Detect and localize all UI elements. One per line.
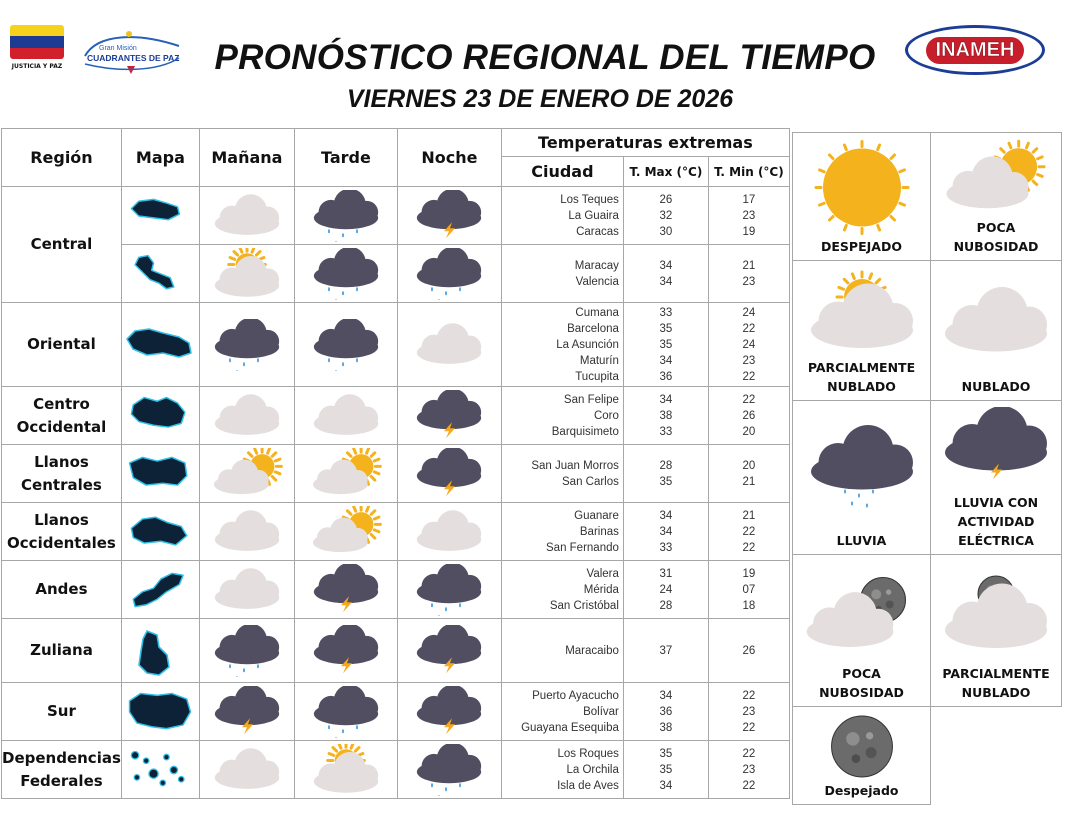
- legend-label-line: ACTIVIDAD: [957, 514, 1035, 529]
- nublado-icon: [207, 506, 287, 558]
- legend-label: [931, 218, 1061, 256]
- legend-label-line: LLUVIA: [836, 533, 887, 548]
- tmax-value: 34: [659, 259, 673, 272]
- tormenta-icon: [409, 390, 489, 442]
- city-name: Guayana Esequiba: [521, 721, 619, 734]
- tormenta-icon: [207, 686, 287, 738]
- lluvia-icon: [306, 686, 386, 738]
- legend-label-line: NUBOSIDAD: [819, 685, 904, 700]
- nublado-icon: [207, 744, 287, 796]
- tmin-cell: [708, 445, 789, 503]
- map-andes-icon: [123, 566, 197, 614]
- city-name: Maracaibo: [565, 644, 619, 657]
- lluvia-icon: [409, 564, 489, 616]
- page-subtitle: VIERNES 23 DE ENERO DE 2026: [346, 85, 734, 113]
- nublado-icon: [306, 390, 386, 442]
- tmax-value: 35: [659, 763, 673, 776]
- city-name: San Juan Morros: [531, 459, 619, 472]
- region-name-line: Centrales: [21, 475, 102, 494]
- city-name: Los Roques: [557, 747, 619, 760]
- tmin-value: 22: [742, 525, 756, 538]
- map-cell: [121, 683, 199, 741]
- tmin-cell: [708, 387, 789, 445]
- poca-icon: [207, 448, 287, 500]
- morning-cell: [199, 619, 294, 683]
- poca-noche-icon: [802, 561, 922, 663]
- legend-item: [793, 555, 931, 707]
- map-sur-icon: [123, 688, 197, 736]
- city-cell: [501, 303, 623, 387]
- tmax-value: 33: [659, 541, 673, 554]
- city-name: Bolívar: [583, 705, 619, 718]
- header-region: Región: [2, 129, 122, 187]
- city-name: Caracas: [576, 225, 619, 238]
- city-name: Coro: [593, 409, 619, 422]
- header-afternoon: Tarde: [294, 129, 397, 187]
- cuadrantes-de-paz-logo: [77, 28, 187, 76]
- logo-mid-top: Gran Misión: [99, 45, 137, 52]
- tmin-value: 23: [742, 763, 756, 776]
- city-cell: [501, 561, 623, 619]
- tmax-value: 35: [659, 338, 673, 351]
- lluvia-icon: [306, 190, 386, 242]
- tmin-value: 22: [742, 393, 756, 406]
- afternoon-cell: [294, 187, 397, 245]
- night-cell: [397, 683, 501, 741]
- city-cell: [501, 683, 623, 741]
- legend-label-line: NUBLADO: [961, 685, 1031, 700]
- city-name: Puerto Ayacucho: [532, 689, 619, 702]
- poca-icon: [306, 448, 386, 500]
- city-name: Guanare: [574, 509, 619, 522]
- map-centro-occ-icon: [123, 392, 197, 440]
- tmin-value: 07: [742, 583, 756, 596]
- legend-label: [931, 493, 1061, 550]
- tmin-cell: [708, 741, 789, 799]
- region-name-line: Dependencias: [2, 748, 121, 767]
- morning-cell: [199, 683, 294, 741]
- region-name-line: Oriental: [27, 335, 96, 353]
- tmin-cell: [708, 303, 789, 387]
- region-name-line: Occidental: [16, 417, 107, 436]
- afternoon-cell: [294, 561, 397, 619]
- tmin-value: 21: [742, 475, 756, 488]
- city-cell: [501, 445, 623, 503]
- nublado-icon: [409, 319, 489, 371]
- legend-label: [793, 781, 930, 800]
- justicia-y-paz-caption: JUSTICIA Y PAZ: [11, 63, 63, 70]
- city-cell: [501, 187, 623, 245]
- tmax-cell: [623, 187, 708, 245]
- city-name: Barinas: [579, 525, 619, 538]
- legend-label-line: POCA: [976, 220, 1016, 235]
- legend-label: [931, 664, 1061, 702]
- table-row: [2, 303, 790, 387]
- map-central-b-icon: [123, 250, 197, 298]
- morning-cell: [199, 187, 294, 245]
- tmax-value: 38: [659, 721, 673, 734]
- map-central-a-icon: [123, 192, 197, 240]
- city-cell: [501, 741, 623, 799]
- legend-label: [793, 358, 930, 396]
- tmax-cell: [623, 245, 708, 303]
- nublado-icon: [207, 564, 287, 616]
- legend-label-line: NUBOSIDAD: [953, 239, 1039, 254]
- map-cell: [121, 503, 199, 561]
- tmin-cell: [708, 619, 789, 683]
- tmin-value: 26: [742, 409, 756, 422]
- tmax-value: 30: [659, 225, 673, 238]
- afternoon-cell: [294, 245, 397, 303]
- nublado-icon: [207, 190, 287, 242]
- afternoon-cell: [294, 619, 397, 683]
- tmax-cell: [623, 741, 708, 799]
- tmin-value: 21: [742, 259, 756, 272]
- tormenta-icon: [306, 564, 386, 616]
- tmax-value: 35: [659, 322, 673, 335]
- afternoon-cell: [294, 303, 397, 387]
- tmin-value: 22: [742, 721, 756, 734]
- legend-table: [792, 132, 1062, 805]
- city-name: La Asunción: [556, 338, 619, 351]
- city-name: Barquisimeto: [551, 425, 619, 438]
- region-name: [2, 303, 122, 387]
- tmin-value: 22: [742, 779, 756, 792]
- tmax-cell: [623, 303, 708, 387]
- tmin-value: 19: [742, 567, 756, 580]
- tmax-value: 36: [659, 370, 673, 383]
- night-cell: [397, 741, 501, 799]
- city-cell: [501, 387, 623, 445]
- header-tmax: T. Max (°C): [623, 157, 708, 187]
- legend-empty: [931, 707, 1062, 805]
- legend-item: [793, 133, 931, 261]
- legend-label-line: PARCIALMENTE: [942, 666, 1050, 681]
- map-cell: [121, 245, 199, 303]
- lluvia-icon: [409, 744, 489, 796]
- tormenta-icon: [409, 686, 489, 738]
- despejado-icon: [802, 139, 922, 236]
- legend-item: [793, 707, 931, 805]
- tmin-value: 18: [742, 599, 756, 612]
- night-cell: [397, 303, 501, 387]
- city-name: Barcelona: [567, 322, 619, 335]
- city-name: San Carlos: [562, 475, 619, 488]
- venezuela-flag-icon: [10, 25, 64, 59]
- forecast-table: [1, 128, 790, 799]
- tmin-value: 23: [742, 209, 756, 222]
- region-name-line: Sur: [47, 702, 76, 720]
- tmax-value: 34: [659, 275, 673, 288]
- tmax-cell: [623, 619, 708, 683]
- tmax-value: 36: [659, 705, 673, 718]
- lluvia-icon: [207, 319, 287, 371]
- tormenta-icon: [409, 625, 489, 677]
- city-cell: [501, 503, 623, 561]
- legend-item: [931, 133, 1062, 261]
- tmin-cell: [708, 187, 789, 245]
- map-cell: [121, 445, 199, 503]
- region-name: [2, 445, 122, 503]
- tmin-value: 20: [742, 459, 756, 472]
- tmin-value: 22: [742, 322, 756, 335]
- map-cell: [121, 741, 199, 799]
- tmin-value: 24: [742, 306, 756, 319]
- city-name: San Felipe: [563, 393, 619, 406]
- tmin-cell: [708, 503, 789, 561]
- map-cell: [121, 187, 199, 245]
- legend-item: [793, 401, 931, 555]
- morning-cell: [199, 387, 294, 445]
- table-row: [2, 503, 790, 561]
- table-row: [2, 445, 790, 503]
- city-name: San Fernando: [546, 541, 619, 554]
- legend-label-line: PARCIALMENTE: [807, 360, 916, 375]
- nublado-icon: [936, 267, 1056, 376]
- tmax-value: 35: [659, 475, 673, 488]
- night-cell: [397, 619, 501, 683]
- city-cell: [501, 619, 623, 683]
- city-name: La Orchila: [566, 763, 619, 776]
- morning-cell: [199, 741, 294, 799]
- tmax-cell: [623, 683, 708, 741]
- night-cell: [397, 245, 501, 303]
- tmax-value: 34: [659, 393, 673, 406]
- legend-label-line: ELÉCTRICA: [958, 533, 1034, 548]
- map-llanos-o-icon: [123, 508, 197, 556]
- table-row: [2, 561, 790, 619]
- tmin-value: 22: [742, 541, 756, 554]
- legend-item: [931, 555, 1062, 707]
- tmax-value: 28: [659, 599, 673, 612]
- night-cell: [397, 503, 501, 561]
- header-tmin: T. Min (°C): [708, 157, 789, 187]
- night-cell: [397, 387, 501, 445]
- legend-label-line: POCA: [842, 666, 881, 681]
- region-name-line: Occidentales: [7, 533, 116, 552]
- afternoon-cell: [294, 503, 397, 561]
- legend-label: [793, 664, 930, 702]
- parcial-icon: [802, 267, 922, 357]
- header-night: Noche: [397, 129, 501, 187]
- tmax-value: 35: [659, 747, 673, 760]
- legend-label-line: NUBLADO: [961, 379, 1031, 394]
- poca-icon: [936, 139, 1056, 217]
- night-cell: [397, 561, 501, 619]
- city-name: La Guaira: [568, 209, 619, 222]
- tormenta-icon: [409, 448, 489, 500]
- page-title: PRONÓSTICO REGIONAL DEL TIEMPO: [214, 38, 876, 77]
- morning-cell: [199, 445, 294, 503]
- region-name: [2, 683, 122, 741]
- morning-cell: [199, 245, 294, 303]
- map-oriental-icon: [123, 308, 197, 382]
- parcial-noche-icon: [936, 561, 1056, 663]
- header: [0, 0, 1066, 125]
- header-morning: Mañana: [199, 129, 294, 187]
- lluvia-icon: [306, 319, 386, 371]
- tormenta-icon: [306, 625, 386, 677]
- tmax-value: 26: [659, 193, 673, 206]
- afternoon-cell: [294, 741, 397, 799]
- tmin-value: 22: [742, 747, 756, 760]
- legend-label: [793, 237, 930, 256]
- tmax-value: 24: [659, 583, 673, 596]
- tmin-value: 26: [742, 644, 756, 657]
- map-llanos-c-icon: [123, 450, 197, 498]
- legend-label: [793, 531, 930, 550]
- city-name: Cumana: [575, 306, 619, 319]
- region-name: [2, 561, 122, 619]
- legend-label-line: LLUVIA CON: [953, 495, 1039, 510]
- justicia-y-paz-logo: [10, 25, 70, 77]
- map-zuliana-icon: [123, 624, 197, 678]
- region-name: [2, 503, 122, 561]
- tmin-value: 23: [742, 275, 756, 288]
- tmax-value: 33: [659, 306, 673, 319]
- parcial-icon: [306, 744, 386, 796]
- legend-label-line: NUBLADO: [827, 379, 896, 394]
- city-cell: [501, 245, 623, 303]
- tmin-value: 22: [742, 689, 756, 702]
- tmin-value: 24: [742, 338, 756, 351]
- lluvia-icon: [409, 248, 489, 300]
- tmin-cell: [708, 561, 789, 619]
- region-name-line: Federales: [20, 771, 103, 790]
- lluvia-icon: [802, 407, 922, 530]
- tmin-value: 23: [742, 705, 756, 718]
- region-name-line: Zuliana: [30, 641, 93, 659]
- tmax-value: 34: [659, 354, 673, 367]
- night-cell: [397, 187, 501, 245]
- tmax-value: 32: [659, 209, 673, 222]
- tmax-value: 34: [659, 689, 673, 702]
- table-row: [2, 741, 790, 799]
- tmin-value: 19: [742, 225, 756, 238]
- map-cell: [121, 303, 199, 387]
- tmax-value: 31: [659, 567, 673, 580]
- parcial-icon: [207, 248, 287, 300]
- logo-mid-caption: CUADRANTES DE PAZ: [87, 53, 180, 63]
- region-name-line: Llanos: [34, 452, 89, 471]
- legend-label: [931, 377, 1061, 396]
- inameh-logo: [905, 25, 1045, 75]
- region-name: [2, 741, 122, 799]
- city-name: Maturín: [579, 354, 619, 367]
- city-name: Maracay: [574, 259, 619, 272]
- map-dependencias-icon: [123, 746, 197, 794]
- tmin-value: 20: [742, 425, 756, 438]
- afternoon-cell: [294, 683, 397, 741]
- morning-cell: [199, 503, 294, 561]
- tmax-value: 38: [659, 409, 673, 422]
- region-name-line: Centro: [33, 394, 90, 413]
- header-city: Ciudad: [501, 157, 623, 187]
- tmax-value: 34: [659, 525, 673, 538]
- tmin-cell: [708, 683, 789, 741]
- header-map: Mapa: [121, 129, 199, 187]
- tormenta-icon: [936, 407, 1056, 492]
- inameh-logo-text: INAMEH: [926, 37, 1025, 64]
- tmax-cell: [623, 561, 708, 619]
- legend-label-line: Despejado: [824, 783, 899, 798]
- region-name: [2, 387, 122, 445]
- city-name: Mérida: [583, 583, 619, 596]
- lluvia-icon: [306, 248, 386, 300]
- region-name-line: Llanos: [34, 510, 89, 529]
- region-name-line: Andes: [35, 580, 88, 598]
- despejado-noche-icon: [802, 713, 922, 780]
- tmin-value: 17: [742, 193, 756, 206]
- tmax-cell: [623, 503, 708, 561]
- city-name: Valera: [586, 567, 619, 580]
- tmax-cell: [623, 387, 708, 445]
- lluvia-icon: [207, 625, 287, 677]
- tmax-value: 37: [659, 644, 673, 657]
- afternoon-cell: [294, 387, 397, 445]
- region-name: [2, 619, 122, 683]
- tmin-value: 21: [742, 509, 756, 522]
- table-row: [2, 187, 790, 245]
- nublado-icon: [409, 506, 489, 558]
- tmax-cell: [623, 445, 708, 503]
- header-extremes: Temperaturas extremas: [501, 129, 789, 157]
- legend-item: [931, 401, 1062, 555]
- city-name: Tucupita: [575, 370, 619, 383]
- poca-icon: [306, 506, 386, 558]
- tmax-value: 34: [659, 779, 673, 792]
- region-name-line: Central: [30, 235, 93, 253]
- tmax-value: 28: [659, 459, 673, 472]
- legend-item: [793, 261, 931, 401]
- afternoon-cell: [294, 445, 397, 503]
- legend-item: [931, 261, 1062, 401]
- map-cell: [121, 561, 199, 619]
- legend-label-line: DESPEJADO: [821, 239, 902, 254]
- tmin-cell: [708, 245, 789, 303]
- nublado-icon: [207, 390, 287, 442]
- region-name: [2, 187, 122, 303]
- table-row: [2, 619, 790, 683]
- city-name: San Cristóbal: [549, 599, 619, 612]
- morning-cell: [199, 561, 294, 619]
- tmin-value: 23: [742, 354, 756, 367]
- city-name: Los Teques: [560, 193, 619, 206]
- city-name: Valencia: [575, 275, 619, 288]
- map-cell: [121, 619, 199, 683]
- city-name: Isla de Aves: [557, 779, 619, 792]
- morning-cell: [199, 303, 294, 387]
- tormenta-icon: [409, 190, 489, 242]
- night-cell: [397, 445, 501, 503]
- map-cell: [121, 387, 199, 445]
- table-row: [2, 387, 790, 445]
- tmax-value: 33: [659, 425, 673, 438]
- tmin-value: 22: [742, 370, 756, 383]
- table-row: [2, 683, 790, 741]
- tmax-value: 34: [659, 509, 673, 522]
